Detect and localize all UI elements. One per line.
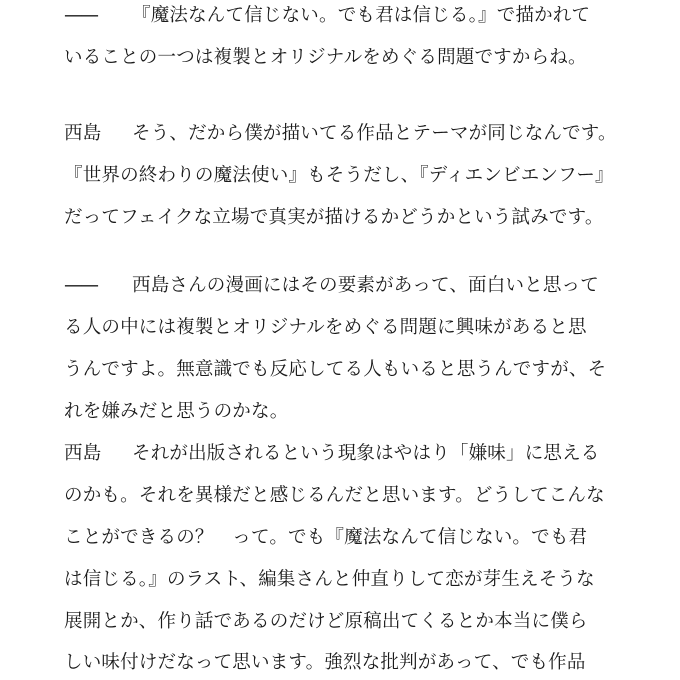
text-line: しい味付けだなって思います。強烈な批判があって、でも作品 xyxy=(64,652,586,673)
text-line: だってフェイクな立場で真実が描けるかどうかという試みです。 xyxy=(64,207,604,228)
text-line: いることの一つは複製とオリジナルをめぐる問題ですからね。 xyxy=(64,47,587,68)
text-line: 展開とか、作り話であるのだけど原稿出てくるとか本当に僕ら xyxy=(64,611,588,632)
text-line: は信じる。』のラスト、編集さんと仲直りして恋が芽生えそうな xyxy=(64,569,595,590)
speaker-name: 西島 xyxy=(64,123,102,144)
text-line: 『世界の終わりの魔法使い』もそうだし、『ディエンビエンフー』 xyxy=(64,165,614,186)
speaker-name: 西島 xyxy=(64,443,102,464)
text-line: のかも。それを異様だと感じるんだと思います。どうしてこんな xyxy=(64,485,605,506)
text-line: 西島 それが出版されるという現象はやはり「嫌味」に思える xyxy=(64,438,600,470)
text-line: うんですよ。無意識でも反応してる人もいると思うんですが、そ xyxy=(64,359,607,380)
text-line: —— 『魔法なんて信じない。でも君は信じる。』で描かれて xyxy=(64,0,590,32)
text-line: れを嫌みだと思うのかな。 xyxy=(64,401,289,422)
text-line: ことができるの？ って。でも『魔法なんて信じない。でも君 xyxy=(64,527,588,548)
text-line: る人の中には複製とオリジナルをめぐる問題に興味があると思 xyxy=(64,317,587,338)
text-line: —— 西島さんの漫画にはその要素があって、面白いと思って xyxy=(64,270,599,302)
text-line: 西島 そう、だから僕が描いてる作品とテーマが同じなんです。 xyxy=(64,118,617,150)
interviewer-dash: —— xyxy=(64,275,97,296)
interviewer-dash: —— xyxy=(64,5,97,26)
